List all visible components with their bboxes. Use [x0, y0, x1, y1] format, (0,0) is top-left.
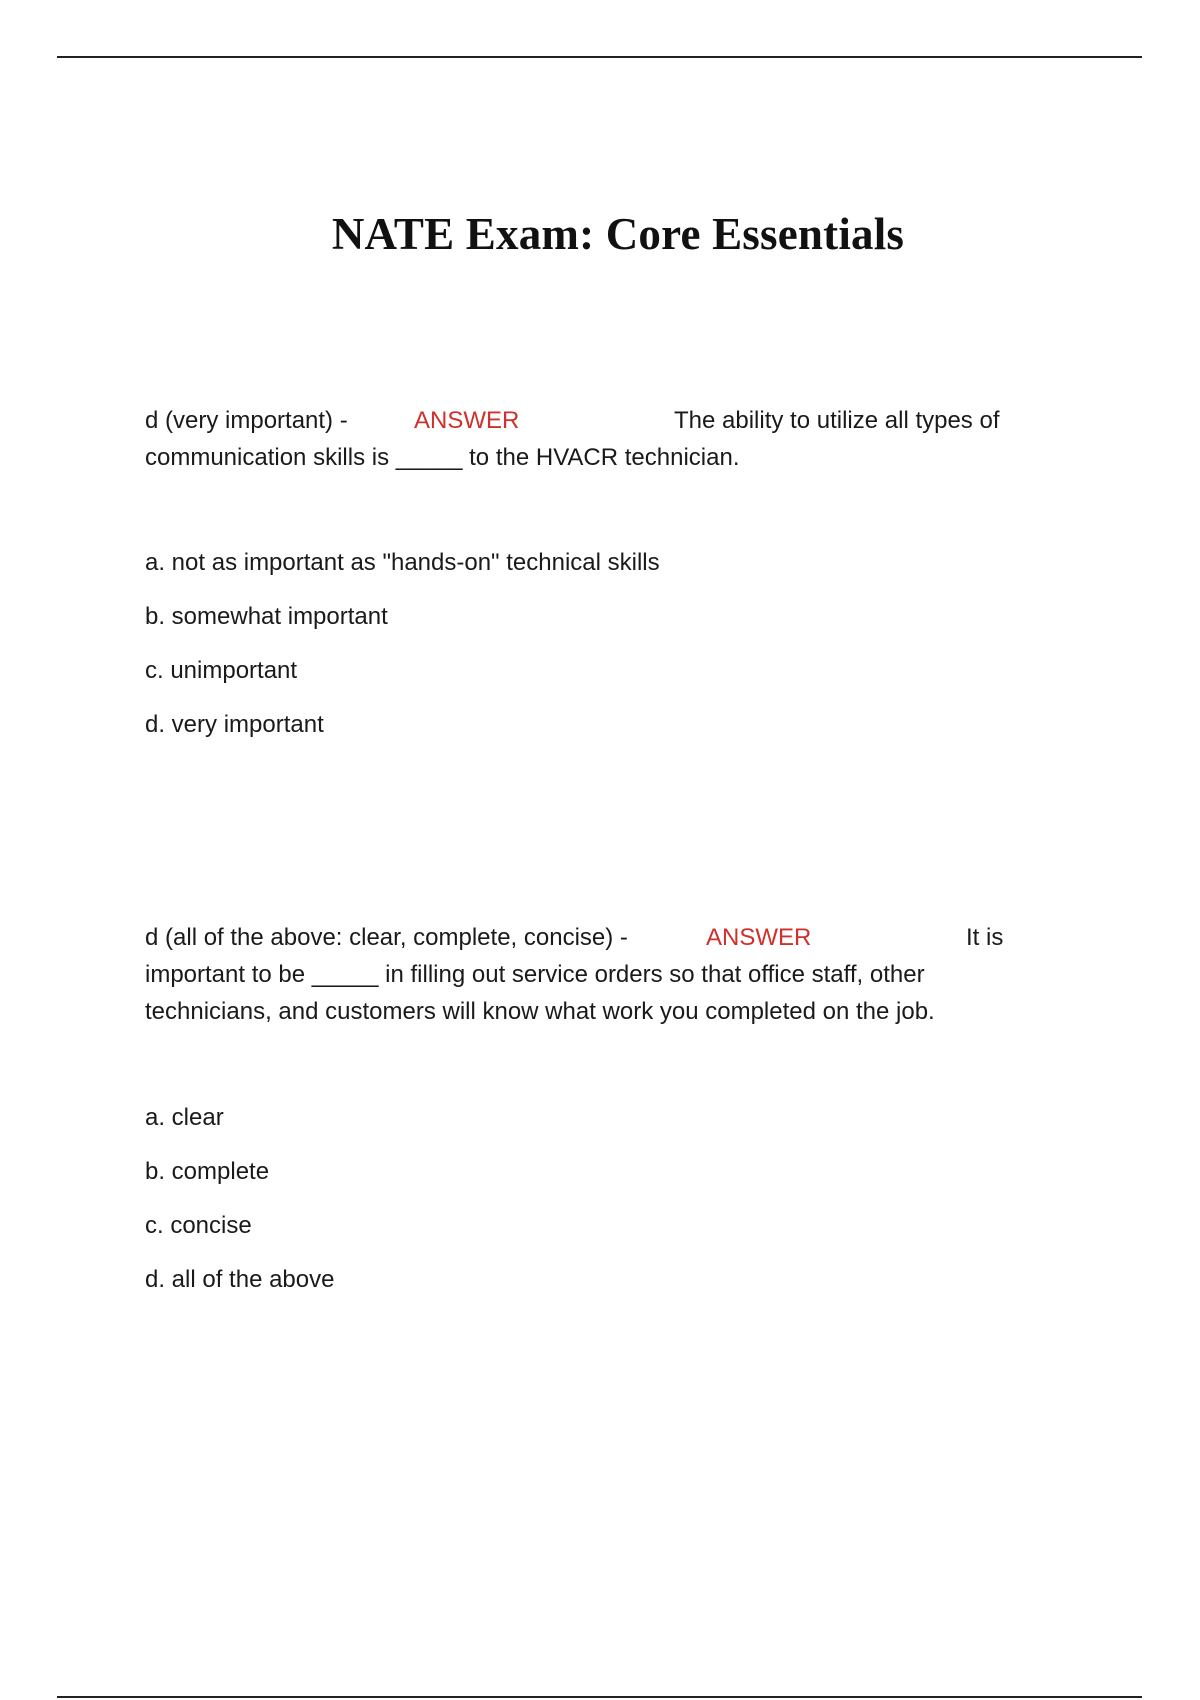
option-a: a. clear: [145, 1104, 224, 1131]
option-b: b. somewhat important: [145, 603, 388, 630]
option-c: c. concise: [145, 1212, 252, 1239]
question-block: [145, 402, 1045, 476]
answer-label: ANSWER: [706, 924, 812, 951]
question-text-start: It is: [966, 924, 1004, 951]
question-text-line: technicians, and customers will know what work you completed on the job.: [145, 998, 935, 1025]
answer-line: [145, 402, 1045, 439]
options-list: [145, 548, 660, 764]
header-rule: [57, 56, 1142, 58]
question-text-start: The ability to utilize all types of: [674, 407, 1000, 434]
question-text-line: important to be _____ in filling out service orders so that office staff, other: [145, 961, 925, 988]
answer-key: d (all of the above: clear, complete, concise) -: [145, 924, 628, 951]
question-text-line: communication skills is _____ to the HVACR technician.: [145, 444, 740, 471]
option-b: b. complete: [145, 1158, 270, 1185]
answer-line: [145, 919, 1045, 956]
answer-key: d (very important) -: [145, 407, 348, 434]
options-list: [145, 1103, 334, 1319]
question-block: [145, 919, 1045, 1030]
option-d: d. very important: [145, 711, 324, 738]
option-d: d. all of the above: [145, 1266, 335, 1293]
option-c: c. unimportant: [145, 657, 298, 684]
option-a: a. not as important as "hands-on" technical skills: [145, 549, 660, 576]
page-title: NATE Exam: Core Essentials: [331, 209, 905, 259]
answer-label: ANSWER: [414, 407, 520, 434]
footer-rule: [57, 1696, 1142, 1698]
